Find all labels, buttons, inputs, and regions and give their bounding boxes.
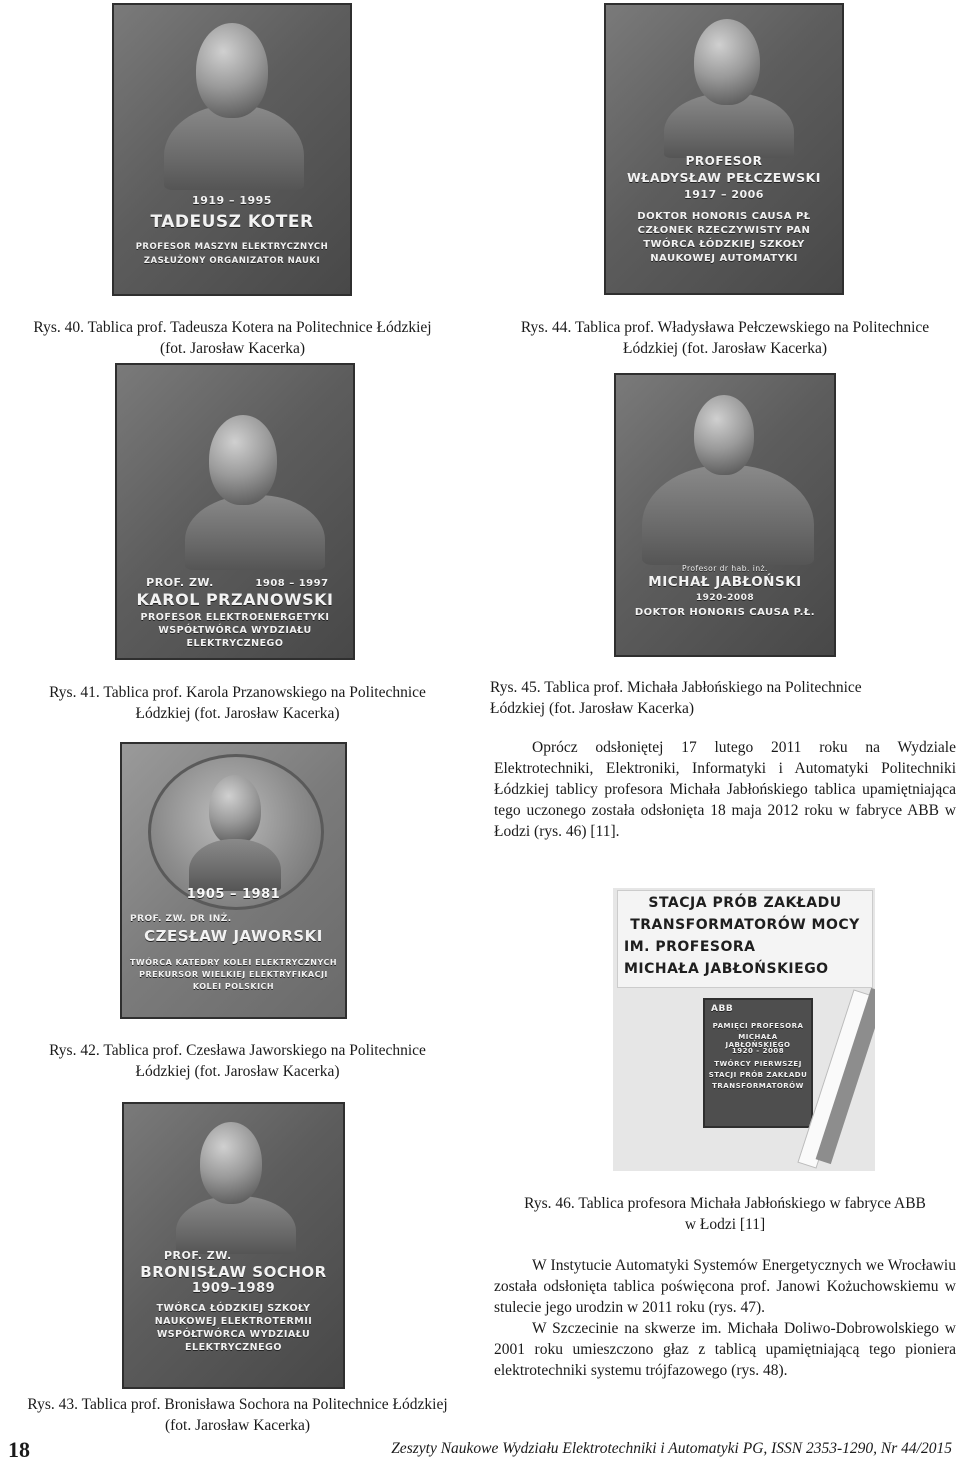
plaque-years: 1909–1989 [191, 1281, 276, 1296]
plaque-years: 1920-2008 [695, 593, 755, 603]
plaque-title: PROF. ZW. [164, 1249, 232, 1262]
abb-logo: ABB [711, 1004, 734, 1014]
plaque-name: WŁADYSŁAW PEŁCZEWSKI [627, 170, 821, 185]
page-number: 18 [8, 1437, 30, 1462]
plaque-title: PROFESOR [685, 154, 763, 168]
plaque-title: PROF. ZW. DR INŻ. [130, 914, 232, 924]
plaque-small: Profesor dr hab. inż. [682, 564, 768, 573]
plaque-line: TWÓRCA ŁÓDZKIEJ SZKOŁY [643, 239, 805, 250]
plaque-line: PROFESOR ELEKTROENERGETYKI [140, 612, 330, 623]
plaque-line: CZŁONEK RZECZYWISTY PAN [637, 225, 811, 236]
photo-przanowski-plaque [115, 363, 355, 660]
plaque-years: 1917 – 2006 [684, 188, 764, 201]
caption-rys43: Rys. 43. Tablica prof. Bronisława Sochora na Politechnice Łódzkiej (fot. Jarosław Kacerka) [27, 1396, 448, 1434]
plaque-line: ZASŁUŻONY ORGANIZATOR NAUKI [143, 256, 321, 266]
photo-sochor-plaque [122, 1102, 345, 1389]
plaque-line: WSPÓŁTWÓRCA WYDZIAŁU [156, 1329, 311, 1340]
plaque-line: KOLEI POLSKICH [192, 982, 275, 991]
plaque-years: 1919 – 1995 [192, 194, 272, 207]
abb-memorial-plaque: ABB PAMIĘCI PROFESORA MICHAŁA JABŁOŃSKIEGO 1920 - 2008 TWÓRCY PIERWSZEJ STACJI PRÓB ZAKŁADU TRANSFORMATORÓW [703, 998, 813, 1128]
photo-jablonski-plaque [614, 373, 836, 657]
plaque-line: DOKTOR HONORIS CAUSA PŁ [637, 211, 811, 222]
plaque-line: ELEKTRYCZNEGO [186, 638, 284, 649]
plaque-line: NAUKOWEJ ELEKTROTERMII [154, 1316, 313, 1327]
factory-sign: STACJA PRÓB ZAKŁADU TRANSFORMATORÓW MOCY IM. PROFESORA MICHAŁA JABŁOŃSKIEGO [617, 890, 873, 988]
plaque-name: MICHAŁ JABŁOŃSKI [648, 574, 802, 590]
caption-rys45: Rys. 45. Tablica prof. Michała Jabłońskiego na Politechnice Łódzkiej (fot. Jarosław Kacerka) [490, 679, 862, 717]
plaque-line: NAUKOWEJ AUTOMATYKI [650, 253, 798, 264]
plaque-line: DOKTOR HONORIS CAUSA P.Ł. [634, 607, 816, 618]
journal-footer: Zeszyty Naukowe Wydziału Elektrotechniki i Automatyki PG, ISSN 2353-1290, Nr 44/2015 [391, 1440, 952, 1457]
photo-pelczewski-plaque [604, 3, 844, 295]
plaque-line: WSPÓŁTWÓRCA WYDZIAŁU [158, 625, 312, 636]
caption-rys41: Rys. 41. Tablica prof. Karola Przanowskiego na Politechnice Łódzkiej (fot. Jarosław Kacerka) [49, 684, 426, 722]
plaque-line: TWÓRCA ŁÓDZKIEJ SZKOŁY [156, 1303, 311, 1314]
plaque-title: PROF. ZW. [146, 576, 214, 589]
plaque-name: CZESŁAW JAWORSKI [144, 927, 323, 945]
photo-abb-plaque [613, 888, 875, 1171]
plaque-name: TADEUSZ KOTER [150, 212, 314, 232]
plaque-years: 1908 – 1997 [255, 578, 329, 589]
body-paragraph: Oprócz odsłoniętej 17 lutego 2011 roku na Wydziale Elektrotechniki, Elektroniki, Informatyki i Automatyki Politechniki Łódzkiej tablicy profesora Michała Jabłońskiego tablica upamiętniająca tego uczonego została odsłonięta 18 maja 2012 roku w fabryce ABB w Łodzi (rys. 46) [11]. [494, 739, 956, 840]
plaque-line: ELEKTRYCZNEGO [185, 1342, 282, 1353]
plaque-years: 1905 – 1981 [186, 887, 281, 902]
caption-rys40: Rys. 40. Tablica prof. Tadeusza Kotera na Politechnice Łódzkiej (fot. Jarosław Kacerka) [33, 319, 432, 357]
photo-koter-plaque [112, 3, 352, 296]
plaque-name: BRONISŁAW SOCHOR [140, 1263, 327, 1281]
caption-rys46: Rys. 46. Tablica profesora Michała Jabłońskiego w fabryce ABB w Łodzi [11] [524, 1195, 926, 1233]
caption-rys42: Rys. 42. Tablica prof. Czesława Jaworskiego na Politechnice Łódzkiej (fot. Jarosław Kacerka) [49, 1042, 426, 1080]
caption-rys44: Rys. 44. Tablica prof. Władysława Pełczewskiego na Politechnice Łódzkiej (fot. Jarosław Kacerka) [520, 319, 930, 357]
plaque-line: TWÓRCA KATEDRY KOLEI ELEKTRYCZNYCH [129, 958, 338, 967]
plaque-line: PREKURSOR WIELKIEJ ELEKTRYFIKACJI [139, 970, 328, 979]
photo-jaworski-plaque [120, 742, 347, 1019]
plaque-line: PROFESOR MASZYN ELEKTRYCZNYCH [135, 242, 329, 252]
plaque-name: KAROL PRZANOWSKI [136, 590, 334, 609]
body-paragraph: W Instytucie Automatyki Systemów Energetycznych we Wrocławiu została odsłonięta tablica poświęcona prof. Janowi Kożuchowskiemu w stulecie jego urodzin w 2011 roku (rys. 47). W Szczecinie na skwerze im. Michała Doliwo-Dobrowolskiego w 2001 roku umieszczono głaz z tablicą upamiętniającą tego pioniera elektrotechniki systemu trójfazowego (rys. 48). [494, 1257, 956, 1379]
